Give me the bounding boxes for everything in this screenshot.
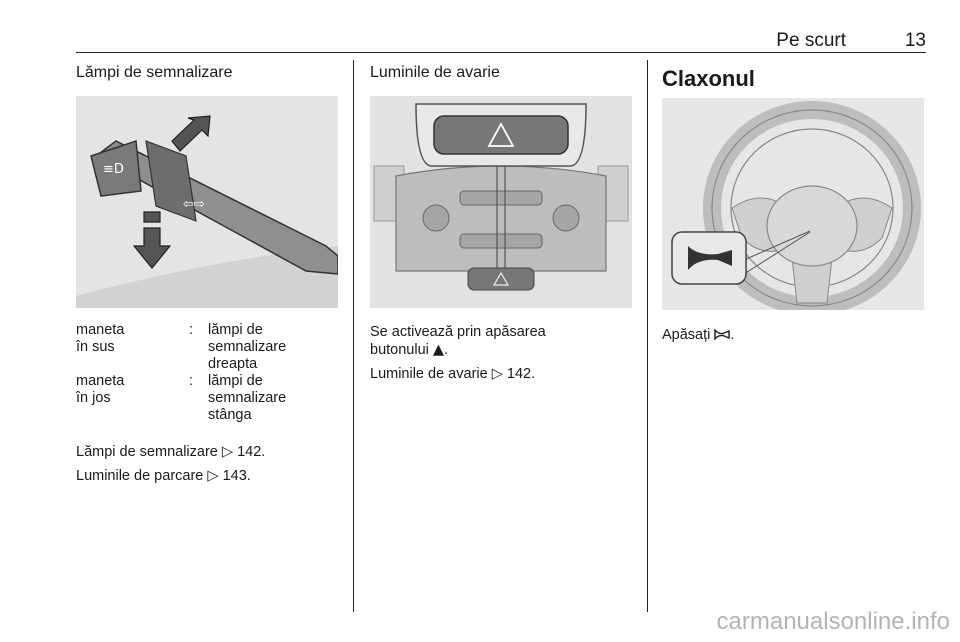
hazard-triangle-icon: ▲ — [432, 342, 445, 358]
reference-arrow-icon: ▷ — [207, 468, 219, 484]
reference-arrow-icon: ▷ — [221, 444, 234, 460]
cross-reference[interactable] — [76, 443, 346, 461]
definition-text: lămpi de semnalizare stânga — [208, 373, 287, 423]
turn-signal-section — [76, 64, 233, 82]
horn-text — [662, 326, 922, 350]
body-line-end: . — [444, 342, 449, 358]
section-title: Pe scurt — [776, 30, 846, 51]
section-heading: Claxonul — [662, 66, 755, 91]
definition-separator: : — [189, 373, 194, 389]
reference-text: Luminile de avarie — [370, 366, 488, 382]
horn-icon — [714, 327, 730, 343]
hazard-lights-text — [370, 323, 640, 389]
page-number: 13 — [904, 30, 926, 51]
body-paragraph — [370, 323, 640, 359]
definition-separator: : — [189, 322, 194, 338]
section-heading: Lămpi de semnalizare — [76, 64, 233, 81]
reference-page: 142. — [237, 444, 266, 460]
body-line-end: . — [730, 327, 735, 343]
column-divider — [647, 60, 648, 612]
body-paragraph — [662, 326, 922, 344]
definition-term: maneta în sus — [76, 322, 125, 355]
body-line: butonului — [370, 342, 429, 358]
reference-text: Lămpi de semnalizare — [76, 444, 218, 460]
svg-text:≡D: ≡D — [103, 162, 124, 177]
definition-text: lămpi de semnalizare dreapta — [208, 322, 287, 372]
svg-text:⇦⇨: ⇦⇨ — [183, 197, 205, 212]
cross-reference[interactable] — [76, 467, 346, 485]
cross-reference[interactable] — [370, 365, 640, 383]
body-line: Apăsați — [662, 327, 711, 343]
page-header — [76, 28, 926, 53]
reference-page: 142. — [506, 366, 536, 382]
section-heading: Luminile de avarie — [370, 64, 500, 81]
turn-signal-references — [76, 443, 346, 491]
turn-signal-lever-figure — [76, 96, 338, 308]
body-line: Se activează prin apăsarea — [370, 324, 546, 340]
steering-wheel-figure — [662, 98, 924, 310]
column-divider — [353, 60, 354, 612]
horn-section — [662, 66, 755, 92]
hazard-button-figure — [370, 96, 632, 308]
reference-arrow-icon: ▷ — [491, 366, 503, 382]
hazard-lights-section — [370, 64, 500, 82]
definition-term: maneta în jos — [76, 373, 125, 406]
reference-text: Luminile de parcare — [76, 468, 204, 484]
watermark: carmanualsonline.info — [716, 608, 950, 635]
reference-page: 143. — [222, 468, 251, 484]
